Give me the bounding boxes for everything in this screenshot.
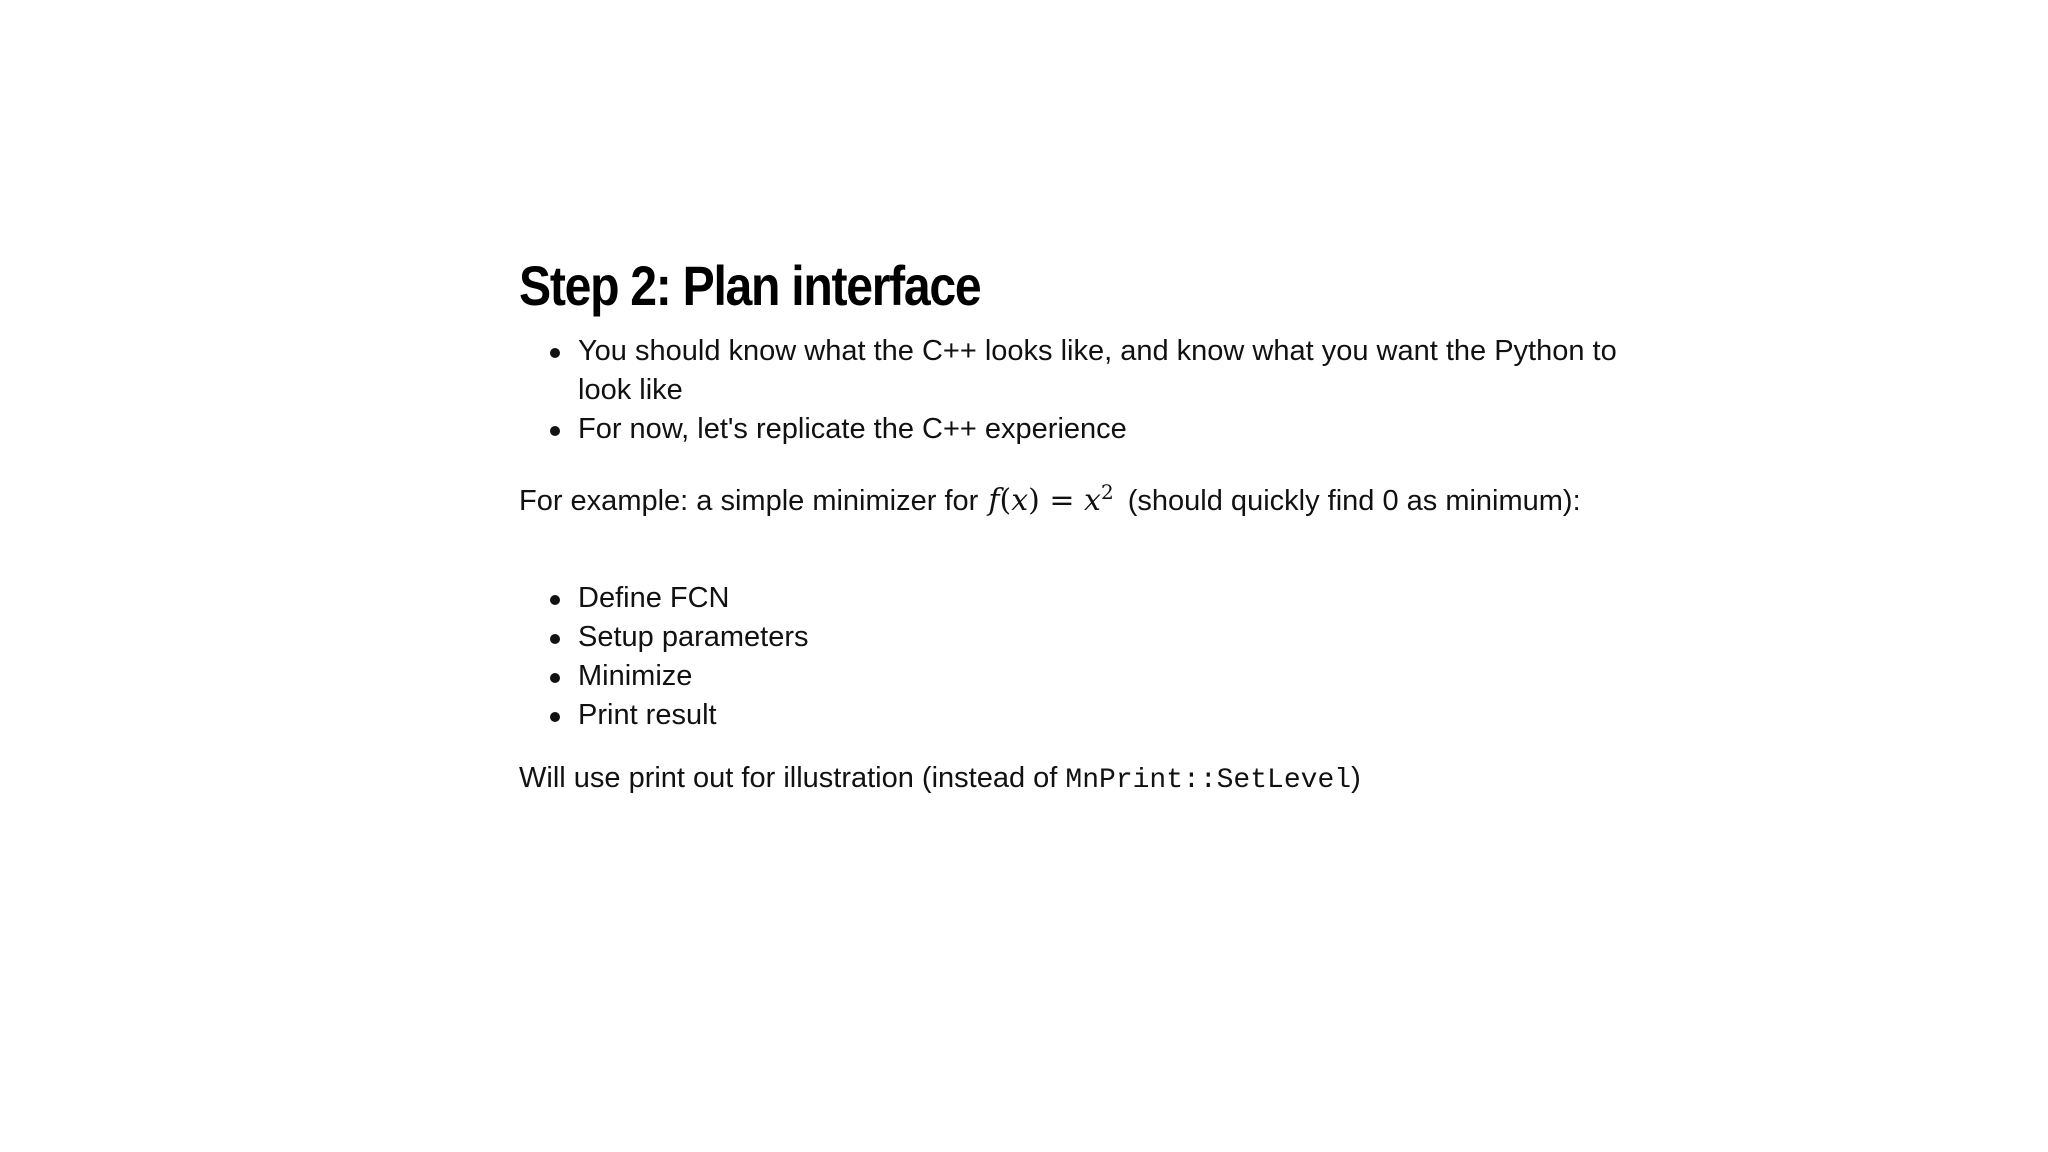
step-item: Define FCN (578, 579, 1649, 618)
math-base: x (1084, 483, 1101, 518)
math-paren-close: ) (1028, 483, 1040, 518)
slide-content (519, 250, 1649, 800)
bullet-item: For now, let's replicate the C++ experience (578, 410, 1649, 449)
inline-code: MnPrint::SetLevel (1065, 765, 1352, 796)
step-item: Minimize (578, 657, 1649, 696)
step-item: Print result (578, 696, 1649, 735)
math-variable: x (1011, 483, 1029, 518)
math-formula (988, 480, 1114, 518)
example-paragraph (519, 473, 1649, 521)
slide-title: Step 2: Plan interface (519, 254, 981, 317)
note-prefix: Will use print out for illustration (instead of (519, 762, 1066, 794)
example-suffix: (should quickly find 0 as minimum): (1127, 485, 1581, 517)
note-paragraph (519, 759, 1649, 800)
note-suffix: ) (1351, 762, 1361, 794)
intro-bullet-list (519, 332, 1649, 449)
math-function-name: f (988, 483, 1000, 518)
math-exponent: 2 (1100, 480, 1114, 504)
example-prefix: For example: a simple minimizer for (519, 485, 979, 517)
math-equals: = (1039, 483, 1085, 518)
steps-bullet-list (519, 579, 1649, 735)
math-paren-open: ( (999, 483, 1012, 518)
bullet-item: You should know what the C++ looks like, and know what you want the Python to look like (578, 332, 1649, 410)
step-item: Setup parameters (578, 618, 1649, 657)
